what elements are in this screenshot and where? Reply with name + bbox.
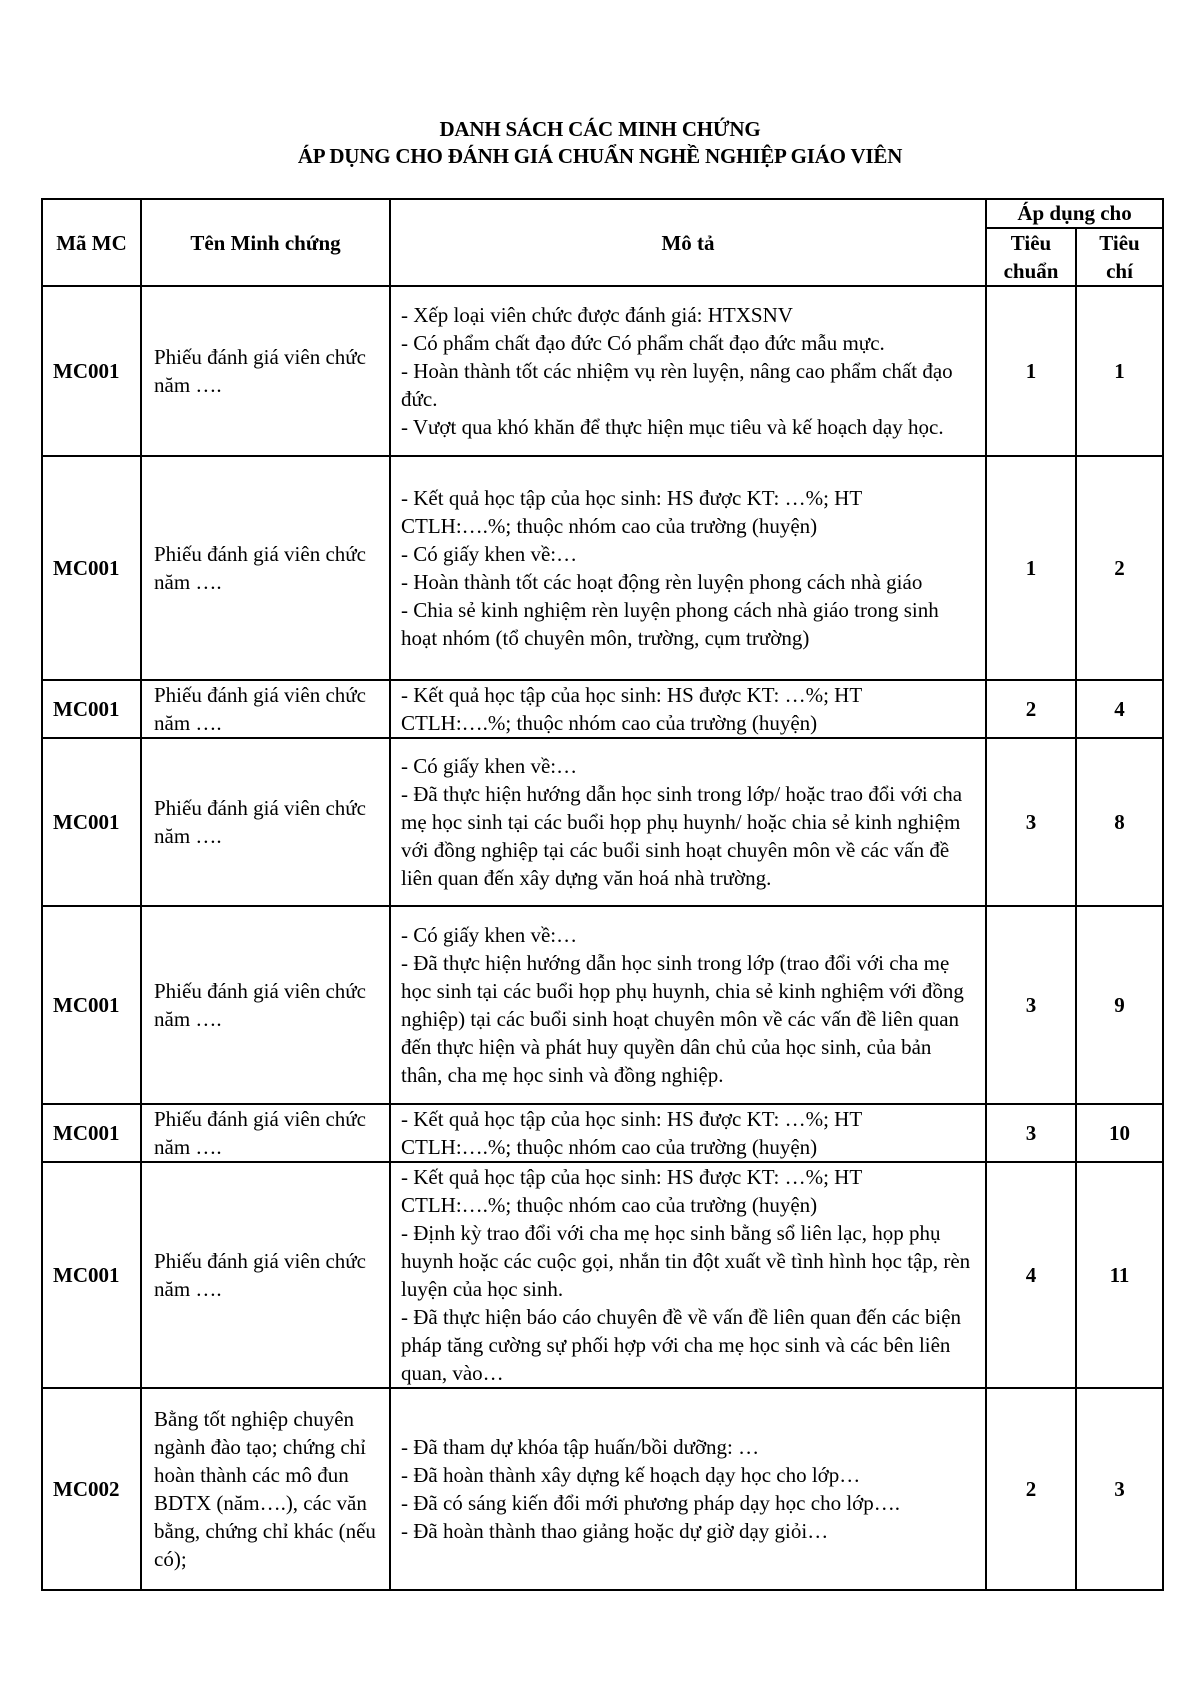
table-row — [42, 1388, 1163, 1590]
description-line: - Đã thực hiện hướng dẫn học sinh trong lớp (trao đổi với cha mẹ học sinh tại các buổi họp phụ huynh, chia sẻ kinh nghiệm với đồng nghiệp) tại các buổi sinh hoạt chuyên môn về các vấn đề liên quan đến thực hiện và phát huy quyền dân chủ của học sinh, của bản thân, cha mẹ học sinh và đồng nghiệp. — [401, 951, 964, 1087]
evidence-name: Bằng tốt nghiệp chuyên ngành đào tạo; chứng chỉ hoàn thành các mô đun BDTX (năm….), các văn bằng, chứng chỉ khác (nếu có); — [141, 1388, 390, 1590]
description-line: - Chia sẻ kinh nghiệm rèn luyện phong cách nhà giáo trong sinh hoạt nhóm (tổ chuyên môn, trường, cụm trường) — [401, 598, 939, 650]
table-row — [42, 1104, 1163, 1162]
description-line: - Kết quả học tập của học sinh: HS được KT: …%; HT CTLH:….%; thuộc nhóm cao của trường (huyện) — [401, 486, 862, 538]
evidence-description — [390, 456, 986, 680]
evidence-name: Phiếu đánh giá viên chức năm …. — [141, 906, 390, 1104]
criterion-number: 10 — [1076, 1104, 1163, 1162]
standard-number: 3 — [986, 1104, 1076, 1162]
evidence-code: MC001 — [42, 286, 141, 456]
evidence-code: MC001 — [42, 1104, 141, 1162]
description-line: - Định kỳ trao đổi với cha mẹ học sinh bằng sổ liên lạc, họp phụ huynh hoặc các cuộc gọi, nhắn tin đột xuất về tình hình học tập, rèn luyện của học sinh. — [401, 1221, 971, 1301]
evidence-code: MC002 — [42, 1388, 141, 1590]
evidence-description — [390, 1388, 986, 1590]
evidence-name: Phiếu đánh giá viên chức năm …. — [141, 286, 390, 456]
description-line: - Đã có sáng kiến đổi mới phương pháp dạy học cho lớp…. — [401, 1491, 901, 1515]
column-header-apply-for: Áp dụng cho — [986, 199, 1163, 228]
standard-number: 3 — [986, 906, 1076, 1104]
description-line: - Có giấy khen về:… — [401, 754, 578, 778]
evidence-code: MC001 — [42, 456, 141, 680]
evidence-description — [390, 1162, 986, 1388]
description-line: - Có phẩm chất đạo đức Có phẩm chất đạo đức mẫu mực. — [401, 331, 885, 355]
table-row — [42, 906, 1163, 1104]
table-row — [42, 456, 1163, 680]
criterion-number: 8 — [1076, 738, 1163, 906]
evidence-name: Phiếu đánh giá viên chức năm …. — [141, 456, 390, 680]
table-row — [42, 286, 1163, 456]
description-line: - Đã tham dự khóa tập huấn/bồi dưỡng: … — [401, 1435, 760, 1459]
column-header-criterion: Tiêu chí — [1076, 228, 1163, 286]
description-line: - Vượt qua khó khăn để thực hiện mục tiêu và kế hoạch dạy học. — [401, 415, 944, 439]
column-header-code: Mã MC — [42, 199, 141, 286]
evidence-name: Phiếu đánh giá viên chức năm …. — [141, 680, 390, 738]
table-row — [42, 1162, 1163, 1388]
description-line: - Đã hoàn thành xây dựng kế hoạch dạy học cho lớp… — [401, 1463, 861, 1487]
standard-number: 1 — [986, 286, 1076, 456]
evidence-table — [41, 198, 1164, 1591]
description-line: - Đã hoàn thành thao giảng hoặc dự giờ dạy giỏi… — [401, 1519, 829, 1543]
column-header-name: Tên Minh chứng — [141, 199, 390, 286]
description-line: - Hoàn thành tốt các nhiệm vụ rèn luyện, nâng cao phẩm chất đạo đức. — [401, 359, 953, 411]
description-line: - Đã thực hiện hướng dẫn học sinh trong lớp/ hoặc trao đổi với cha mẹ học sinh tại các buổi họp phụ huynh/ hoặc chia sẻ kinh nghiệm với đồng nghiệp tại các buổi sinh hoạt chuyên môn về các vấn đề liên quan đến xây dựng văn hoá nhà trường. — [401, 782, 963, 890]
evidence-description — [390, 680, 986, 738]
evidence-description — [390, 906, 986, 1104]
criterion-number: 3 — [1076, 1388, 1163, 1590]
standard-number: 1 — [986, 456, 1076, 680]
evidence-code: MC001 — [42, 1162, 141, 1388]
evidence-code: MC001 — [42, 906, 141, 1104]
evidence-description — [390, 286, 986, 456]
document-title-line-2: ÁP DỤNG CHO ĐÁNH GIÁ CHUẨN NGHỀ NGHIỆP GIÁO VIÊN — [297, 144, 903, 168]
criterion-number: 4 — [1076, 680, 1163, 738]
table-body — [42, 286, 1163, 1590]
description-line: - Có giấy khen về:… — [401, 923, 578, 947]
criterion-number: 11 — [1076, 1162, 1163, 1388]
description-line: - Kết quả học tập của học sinh: HS được KT: …%; HT CTLH:….%; thuộc nhóm cao của trường (huyện) — [401, 1107, 862, 1159]
criterion-number: 2 — [1076, 456, 1163, 680]
evidence-name: Phiếu đánh giá viên chức năm …. — [141, 1104, 390, 1162]
description-line: - Hoàn thành tốt các hoạt động rèn luyện phong cách nhà giáo — [401, 570, 923, 594]
column-header-standard: Tiêu chuẩn — [986, 228, 1076, 286]
column-header-description: Mô tả — [390, 199, 986, 286]
evidence-description — [390, 738, 986, 906]
table-row — [42, 738, 1163, 906]
evidence-code: MC001 — [42, 738, 141, 906]
description-line: - Kết quả học tập của học sinh: HS được KT: …%; HT CTLH:….%; thuộc nhóm cao của trường (huyện) — [401, 683, 862, 735]
description-line: - Xếp loại viên chức được đánh giá: HTXSNV — [401, 303, 793, 327]
criterion-number: 9 — [1076, 906, 1163, 1104]
document-title-line-1: DANH SÁCH CÁC MINH CHỨNG — [439, 117, 761, 141]
evidence-code: MC001 — [42, 680, 141, 738]
table-header — [42, 199, 1163, 286]
criterion-number: 1 — [1076, 286, 1163, 456]
description-line: - Kết quả học tập của học sinh: HS được KT: …%; HT CTLH:….%; thuộc nhóm cao của trường (huyện) — [401, 1165, 862, 1217]
description-line: - Đã thực hiện báo cáo chuyên đề về vấn đề liên quan đến các biện pháp tăng cường sự phối hợp với cha mẹ học sinh và các bên liên quan, vào… — [401, 1305, 962, 1385]
standard-number: 3 — [986, 738, 1076, 906]
description-line: - Có giấy khen về:… — [401, 542, 578, 566]
table-row — [42, 680, 1163, 738]
evidence-name: Phiếu đánh giá viên chức năm …. — [141, 738, 390, 906]
evidence-description — [390, 1104, 986, 1162]
standard-number: 2 — [986, 1388, 1076, 1590]
evidence-name: Phiếu đánh giá viên chức năm …. — [141, 1162, 390, 1388]
standard-number: 2 — [986, 680, 1076, 738]
standard-number: 4 — [986, 1162, 1076, 1388]
